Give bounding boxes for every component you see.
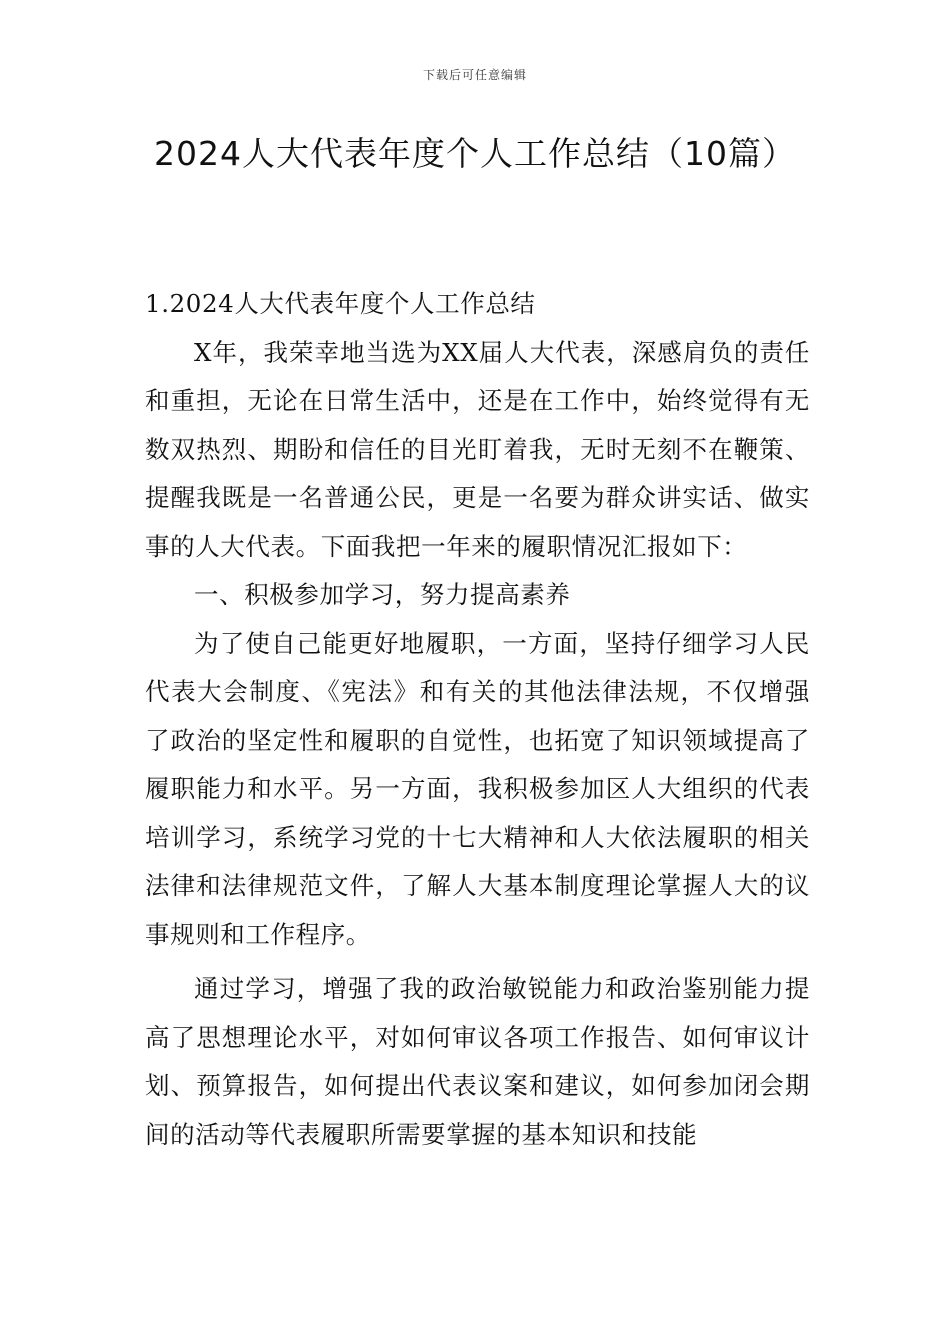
document-title: 2024人大代表年度个人工作总结（10篇） <box>154 134 796 173</box>
section-heading: 1.2024人大代表年度个人工作总结 <box>145 289 536 318</box>
subheading-study: 一、积极参加学习，努力提高素养 <box>194 580 571 609</box>
paragraph-result: 通过学习，增强了我的政治敏锐能力和政治鉴别能力提高了思想理论水平，对如何审议各项工作报告、如何审议计划、预算报告，如何提出代表议案和建议，如何参加闭会期间的活动等代表履职所需要掌握的基本知识和技能 <box>145 974 810 1149</box>
header-note: 下载后可任意编辑 <box>422 68 527 82</box>
paragraph-study: 为了使自己能更好地履职，一方面，坚持仔细学习人民代表大会制度、《宪法》和有关的其他法律法规，不仅增强了政治的坚定性和履职的自觉性，也拓宽了知识领域提高了履职能力和水平。另一方面，我积极参加区人大组织的代表培训学习，系统学习党的十七大精神和人大依法履职的相关法律和法律规范文件，了解人大基本制度理论掌握人大的议事规则和工作程序。 <box>145 628 810 949</box>
document-body <box>145 280 810 1159</box>
paragraph-intro: X年，我荣幸地当选为XX届人大代表，深感肩负的责任和重担，无论在日常生活中，还是在工作中，始终觉得有无数双热烈、期盼和信任的目光盯着我，无时无刻不在鞭策、提醒我既是一名普通公民，更是一名要为群众讲实话、做实事的人大代表。下面我把一年来的履职情况汇报如下： <box>145 337 810 561</box>
